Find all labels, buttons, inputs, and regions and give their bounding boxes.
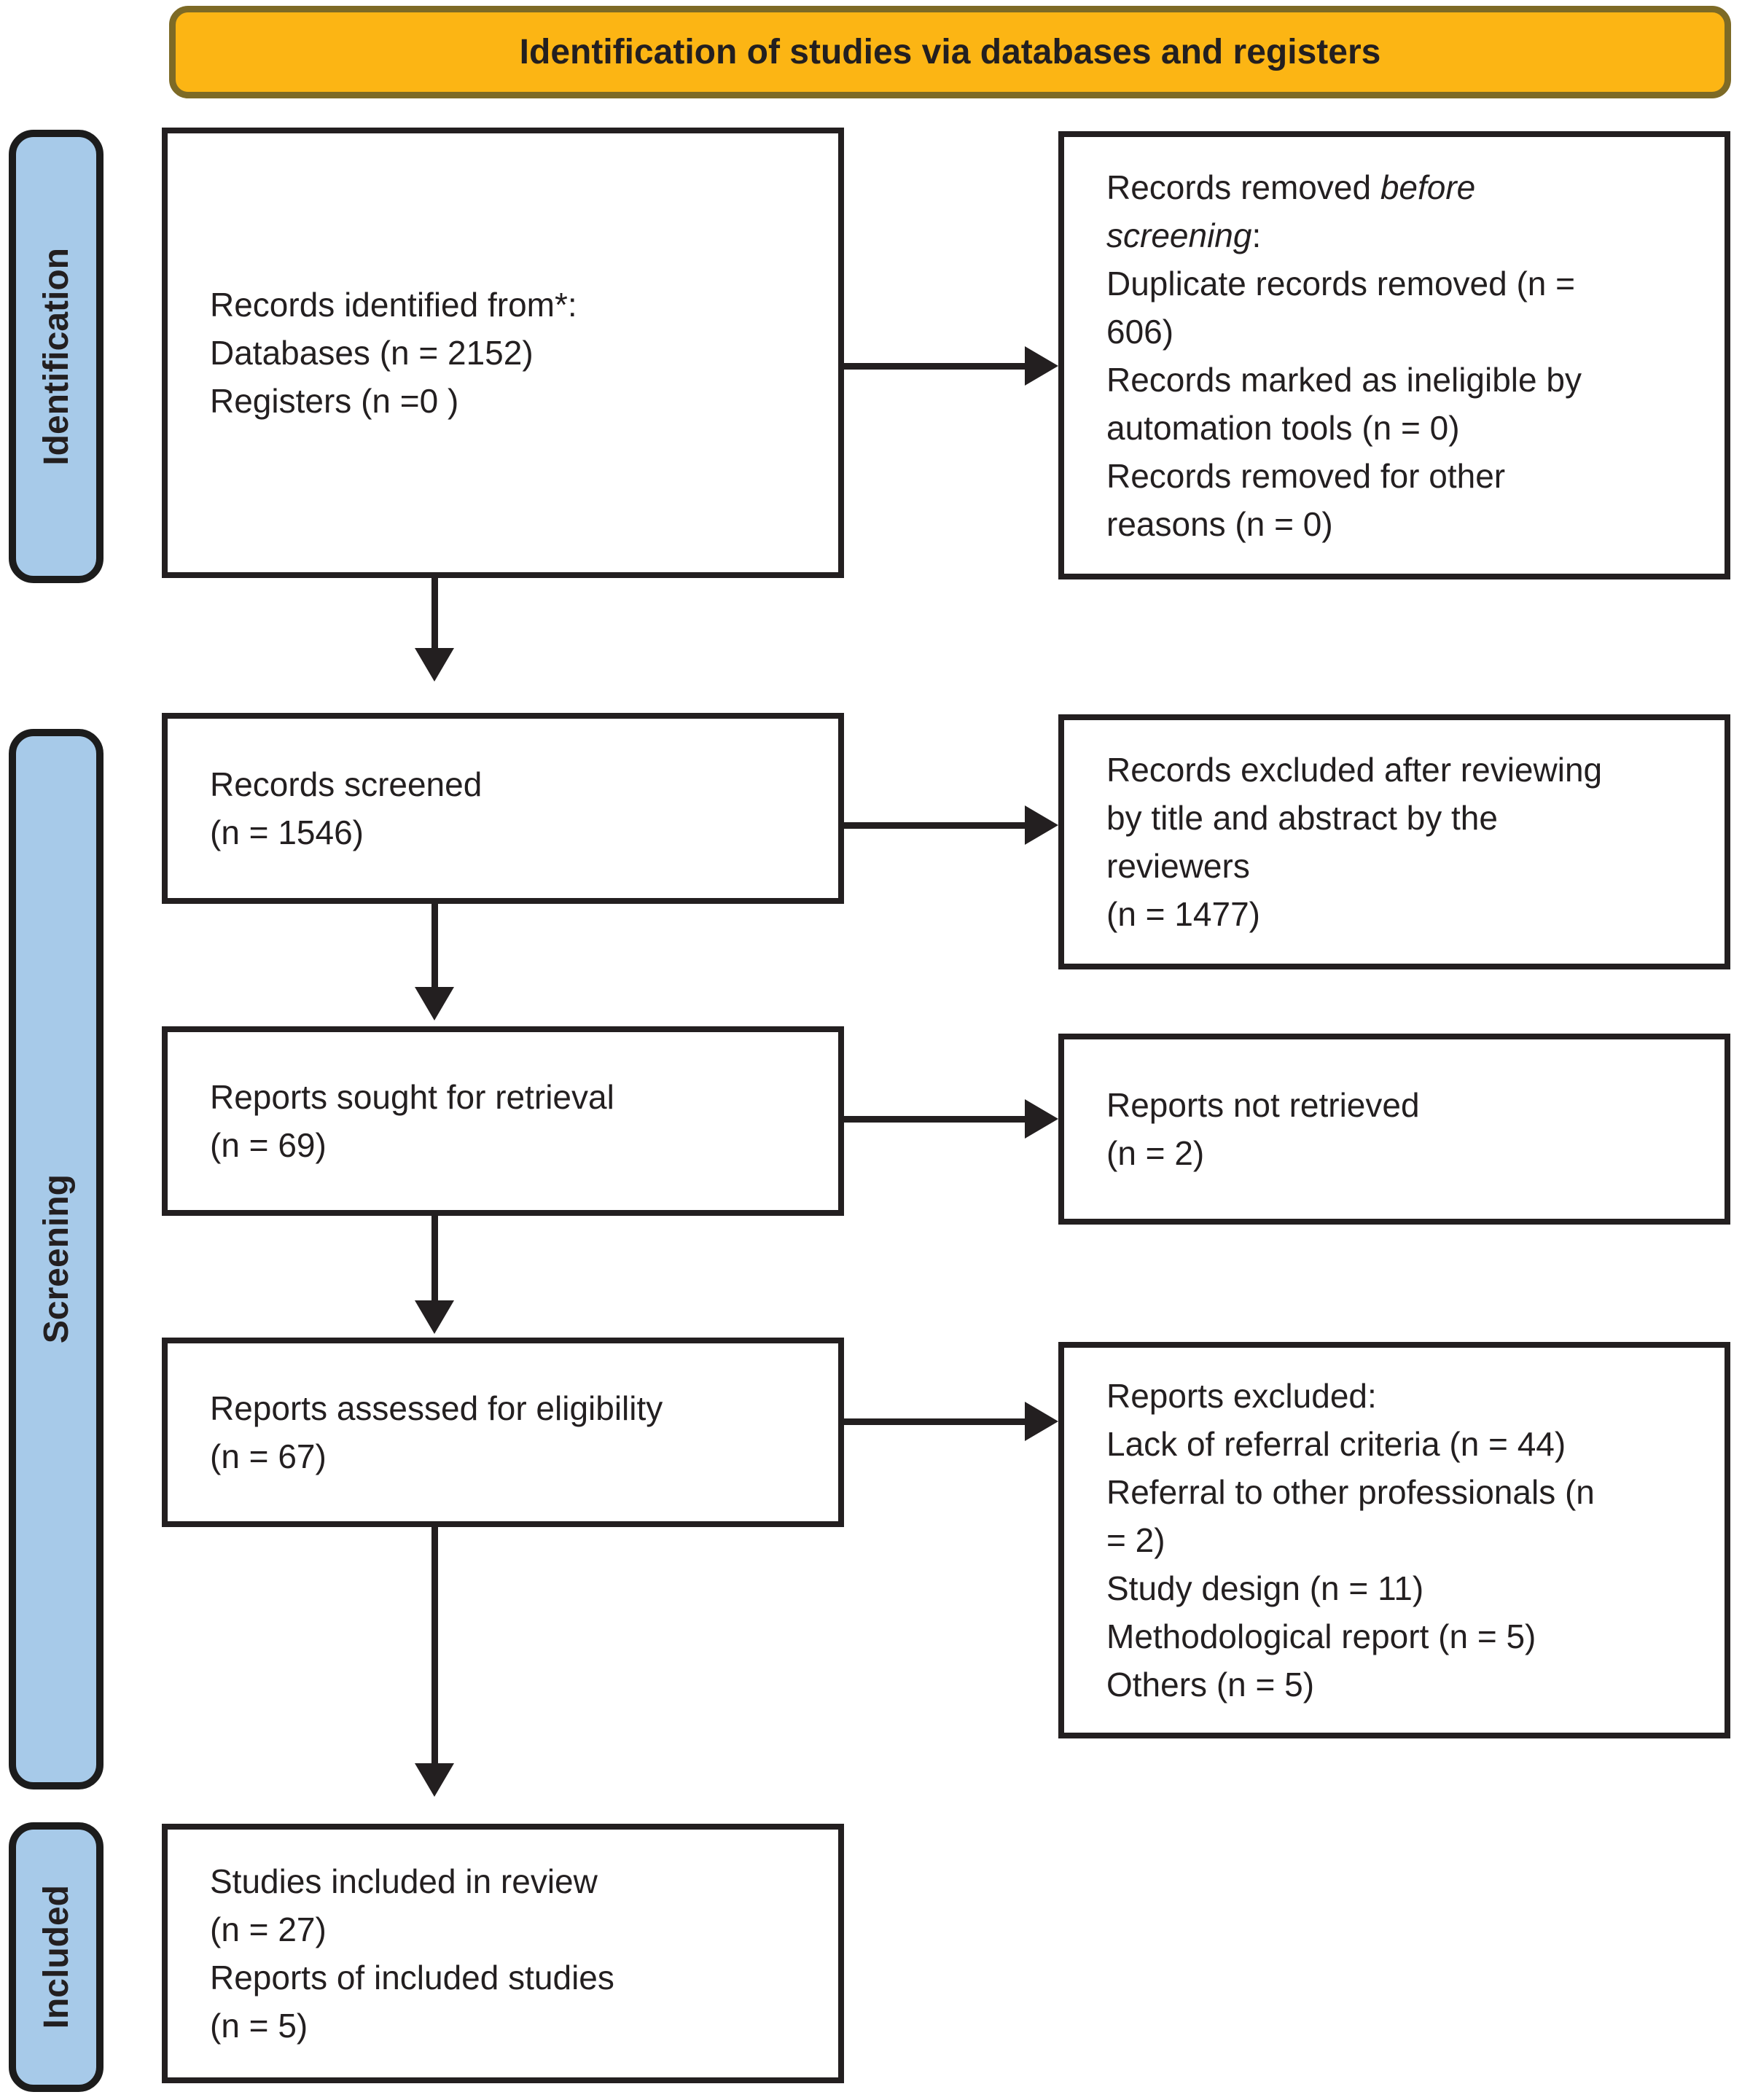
box-reports-excluded-line: Reports excluded: [1106, 1377, 1377, 1415]
box-records-removed-title-suffix: : [1251, 216, 1262, 254]
box-reports-excluded-line: Lack of referral criteria (n = 44) [1106, 1425, 1566, 1463]
arrow-down-icon [415, 1300, 454, 1334]
arrow-right-stem [844, 1116, 1026, 1123]
box-records-identified-line: Records identified from*: [210, 286, 577, 324]
box-studies-included-line: Reports of included studies [210, 1959, 614, 1996]
box-reports-assessed-line: (n = 67) [210, 1437, 327, 1475]
stage-tab-screening [9, 729, 103, 1789]
box-records-removed-title-normal: Records removed [1106, 168, 1380, 206]
box-records-identified-line: Registers (n =0 ) [210, 382, 459, 420]
box-studies-included-line: (n = 27) [210, 1910, 327, 1948]
arrow-down-stem [431, 1527, 438, 1763]
box-studies-included-line: (n = 5) [210, 2007, 308, 2045]
arrow-right-icon [1025, 805, 1058, 845]
box-records-removed-line: Records removed for other reasons (n = 0) [1106, 456, 1506, 543]
box-records-screened-line: (n = 1546) [210, 813, 364, 851]
box-records-excluded [1058, 714, 1730, 969]
arrow-down-stem [431, 578, 438, 648]
box-reports-not-retrieved-line: Reports not retrieved [1106, 1086, 1420, 1124]
box-reports-excluded [1058, 1342, 1730, 1738]
box-reports-sought-line: (n = 69) [210, 1126, 327, 1164]
box-reports-not-retrieved [1058, 1034, 1730, 1225]
box-records-removed-line: Duplicate records removed (n = 606) [1106, 264, 1576, 351]
arrow-right-icon [1025, 1402, 1058, 1441]
box-reports-excluded-line: Methodological report (n = 5) [1106, 1617, 1536, 1655]
box-reports-sought-line: Reports sought for retrieval [210, 1078, 614, 1116]
box-reports-assessed [162, 1338, 844, 1527]
arrow-down-stem [431, 904, 438, 987]
box-records-identified [162, 128, 844, 578]
arrow-right-stem [844, 1418, 1026, 1425]
box-reports-excluded-line: Study design (n = 11) [1106, 1569, 1424, 1607]
box-records-identified-line: Databases (n = 2152) [210, 334, 534, 372]
arrow-right-icon [1025, 1099, 1058, 1139]
arrow-down-icon [415, 1763, 454, 1797]
banner-title-label: Identification of studies via databases and registers [519, 33, 1381, 71]
box-records-removed-title-italic: before screening [1106, 168, 1476, 254]
arrow-down-stem [431, 1216, 438, 1300]
arrow-right-stem [844, 822, 1026, 829]
box-reports-assessed-line: Reports assessed for eligibility [210, 1389, 663, 1427]
box-records-removed-line: Records marked as ineligible by automation tools (n = 0) [1106, 360, 1582, 447]
box-studies-included-line: Studies included in review [210, 1862, 598, 1900]
box-records-screened-line: Records screened [210, 765, 483, 803]
stage-tab-identification [9, 130, 103, 583]
arrow-down-icon [415, 987, 454, 1020]
box-reports-excluded-line: Referral to other professionals (n = 2) [1106, 1473, 1595, 1559]
box-studies-included [162, 1824, 844, 2083]
arrow-right-icon [1025, 346, 1058, 386]
stage-tab-included-label: Included [36, 1885, 76, 2029]
box-reports-sought [162, 1026, 844, 1216]
box-records-screened [162, 713, 844, 904]
arrow-right-stem [844, 363, 1026, 370]
stage-tab-included [9, 1822, 103, 2092]
box-reports-not-retrieved-line: (n = 2) [1106, 1134, 1205, 1172]
box-records-removed [1058, 131, 1730, 579]
arrow-down-icon [415, 648, 454, 682]
box-records-excluded-line: (n = 1477) [1106, 895, 1260, 933]
banner-title [169, 6, 1731, 98]
stage-tab-identification-label: Identification [36, 247, 76, 466]
box-reports-excluded-line: Others (n = 5) [1106, 1666, 1315, 1703]
box-records-excluded-line: Records excluded after reviewing by title and abstract by the reviewers [1106, 751, 1603, 885]
stage-tab-screening-label: Screening [36, 1174, 76, 1344]
box-records-removed-title [1106, 163, 1617, 259]
